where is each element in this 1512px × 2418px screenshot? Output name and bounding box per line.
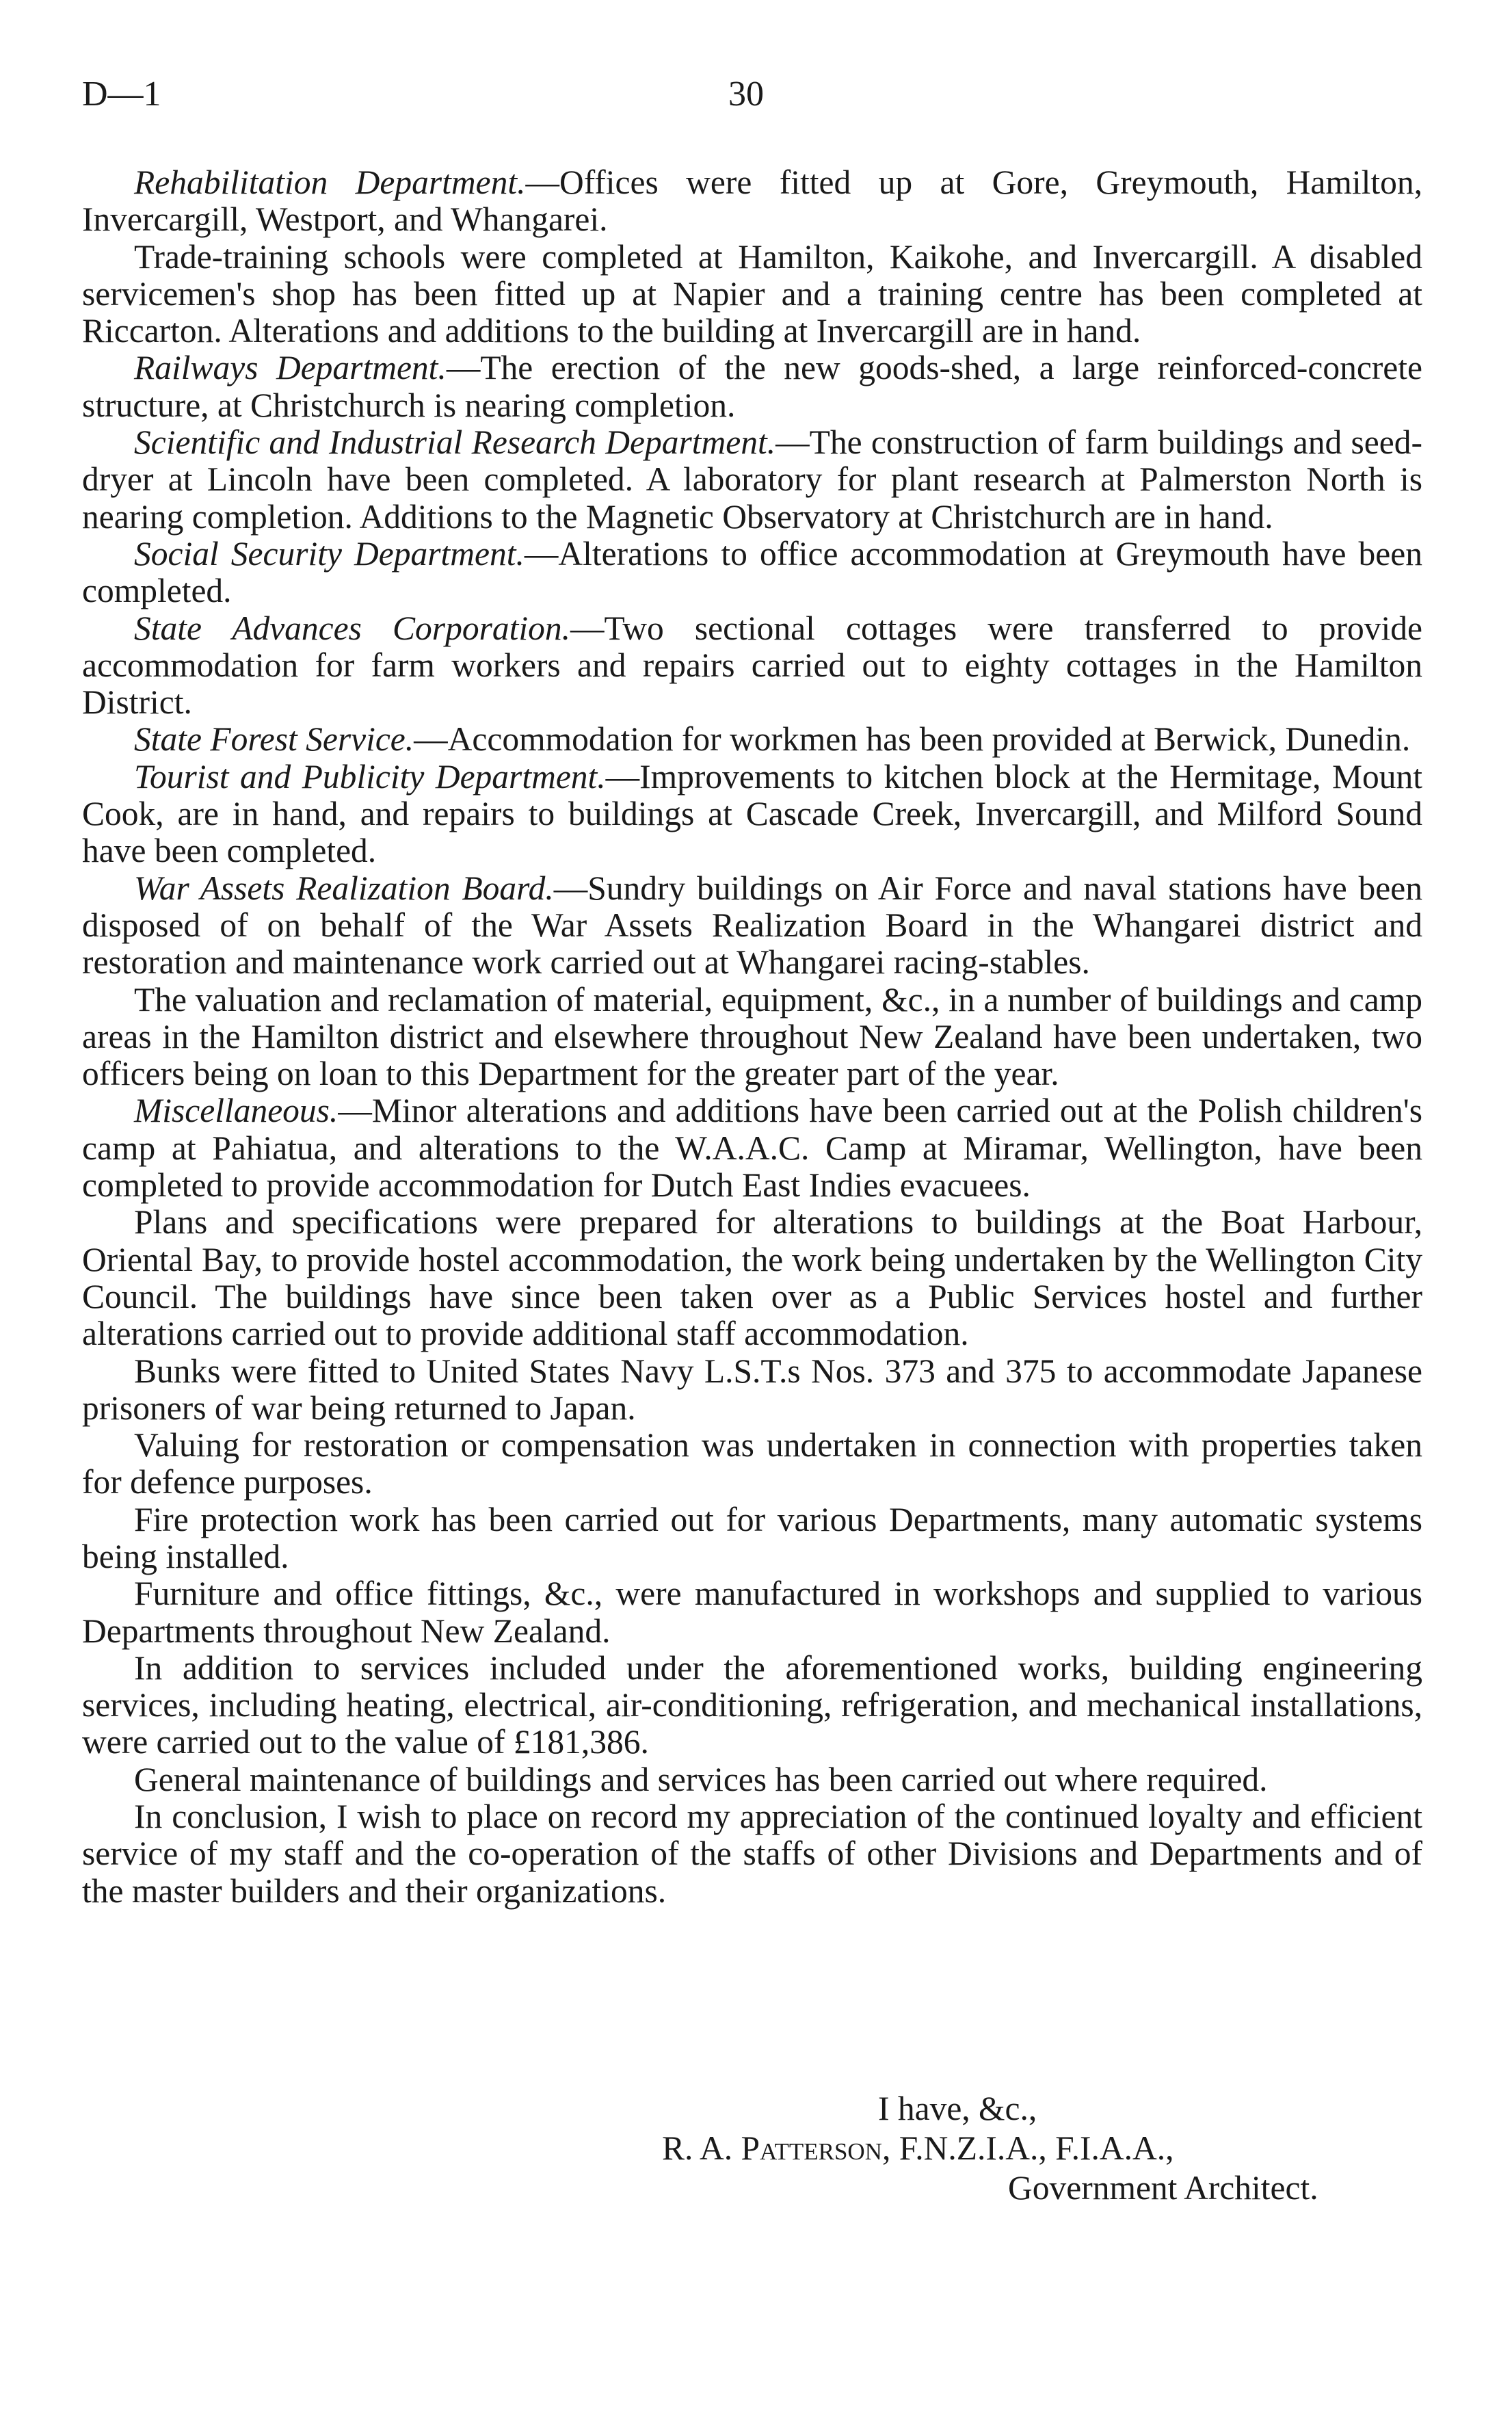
paragraph-text: General maintenance of buildings and services has been carried out where required. <box>134 1760 1268 1798</box>
paragraph <box>82 536 1422 610</box>
paragraph-text: —Alterations to office accommodation at Greymouth have been completed. <box>82 534 1422 610</box>
paragraph-lead: Rehabilitation Department. <box>134 163 526 201</box>
paragraph <box>82 239 1422 350</box>
paragraph-text: Furniture and office fittings, &c., were manufactured in workshops and supplied to various Departments throughout New Zealand. <box>82 1575 1422 1650</box>
paragraph-lead: State Advances Corporation. <box>134 609 570 647</box>
paragraph <box>82 1427 1422 1501</box>
paragraph-text: —Minor alterations and additions have been carried out at the Polish children's camp at Pahiatua, and alterations to the W.A.A.C. Camp at Miramar, Wellington, have been completed to provide accommodation for Dutch East Indies evacuees. <box>82 1092 1422 1205</box>
paragraph-text: —The construction of farm buildings and seed-dryer at Lincoln have been completed. A laboratory for plant research at Palmerston North is nearing completion. Additions to the Magnetic Observatory at Christchurch are in hand. <box>82 423 1422 536</box>
paragraph <box>82 164 1422 239</box>
paragraph <box>82 1798 1422 1910</box>
paragraph-text: Trade-training schools were completed at Hamilton, Kaikohe, and Invercargill. A disabled servicemen's shop has been fitted up at Napier and a training centre has been completed at Riccarton. Alterations and additions to the building at Invercargill are in hand. <box>82 237 1422 350</box>
report-body <box>82 164 1422 1910</box>
paragraph-lead: Scientific and Industrial Research Department. <box>134 423 776 462</box>
paragraph-text: —Two sectional cottages were transferred to provide accommodation for farm workers and repairs carried out to eighty cottages in the Hamilton District. <box>82 609 1422 722</box>
signatory-title: Government Architect. <box>1008 2169 1318 2207</box>
signature-block <box>82 2090 1422 2209</box>
paragraph-text: —Sundry buildings on Air Force and naval stations have been disposed of on behalf of the War Assets Realization Board in the Whangarei district and restoration and maintenance work carried out at Whangarei racing-stables. <box>82 869 1422 982</box>
paragraph-text: In addition to services included under the aforementioned works, building engineering services, including heating, electrical, air-conditioning, refrigeration, and mechanical installations, were carried out to the value of £181,386. <box>82 1648 1422 1761</box>
paragraph-lead: War Assets Realization Board. <box>134 869 554 907</box>
paragraph <box>82 1761 1422 1798</box>
paragraph-text: —The erection of the new goods-shed, a large reinforced-concrete structure, at Christchurch is nearing completion. <box>82 349 1422 424</box>
paragraph-lead: Tourist and Publicity Department. <box>134 757 606 796</box>
paragraph <box>82 721 1422 758</box>
paragraph <box>82 1650 1422 1761</box>
paragraph-lead: Miscellaneous. <box>134 1092 339 1130</box>
signature-greeting-line <box>82 2090 1422 2129</box>
paragraph-lead: Social Security Department. <box>134 534 525 573</box>
paragraph <box>82 982 1422 1093</box>
paragraph <box>82 870 1422 982</box>
signature-greeting: I have, &c., <box>878 2090 1037 2127</box>
page-header <box>82 74 1422 129</box>
document-reference: D—1 <box>82 75 161 114</box>
paragraph <box>82 1353 1422 1428</box>
paragraph <box>82 759 1422 870</box>
page-number: 30 <box>728 75 764 114</box>
paragraph <box>82 1501 1422 1576</box>
paragraph-text: Valuing for restoration or compensation was undertaken in connection with properties taken for defence purposes. <box>82 1426 1422 1501</box>
paragraph <box>82 350 1422 424</box>
paragraph-text: In conclusion, I wish to place on record my appreciation of the continued loyalty and efficient service of my staff and the co-operation of the staffs of other Divisions and Departments and of the master builders and their organizations. <box>82 1798 1422 1910</box>
paragraph <box>82 1204 1422 1352</box>
paragraph-text: Bunks were fitted to United States Navy L.S.T.s Nos. 373 and 375 to accommodate Japanese prisoners of war being returned to Japan. <box>82 1352 1422 1427</box>
paragraph-text: —Improvements to kitchen block at the Hermitage, Mount Cook, are in hand, and repairs to buildings at Cascade Creek, Invercargill, and Milford Sound have been completed. <box>82 757 1422 870</box>
paragraph <box>82 610 1422 722</box>
paragraph <box>82 424 1422 536</box>
paragraph-text: Plans and specifications were prepared for alterations to buildings at the Boat Harbour, Oriental Bay, to provide hostel accommodation, the work being undertaken by the Wellington City Council. The buildings have since been taken over as a Public Services hostel and further alterations carried out to provide additional staff accommodation. <box>82 1203 1422 1353</box>
paragraph-text: —Offices were fitted up at Gore, Greymouth, Hamilton, Invercargill, Westport, and Whangarei. <box>82 163 1422 239</box>
signatory-name: R. A. Patterson, F.N.Z.I.A., F.I.A.A., <box>662 2129 1174 2167</box>
signature-title-line <box>82 2169 1422 2209</box>
paragraph <box>82 1575 1422 1650</box>
paragraph-text: Fire protection work has been carried out for various Departments, many automatic systems being installed. <box>82 1500 1422 1575</box>
paragraph-text: —Accommodation for workmen has been provided at Berwick, Dunedin. <box>414 720 1411 759</box>
paragraph <box>82 1092 1422 1204</box>
paragraph-lead: Railways Department. <box>134 349 447 387</box>
paragraph-lead: State Forest Service. <box>134 720 414 759</box>
signature-name-line <box>82 2129 1422 2169</box>
paragraph-text: The valuation and reclamation of material, equipment, &c., in a number of buildings and camp areas in the Hamilton district and elsewhere throughout New Zealand have been undertaken, two officers being on loan to this Department for the greater part of the year. <box>82 980 1422 1093</box>
